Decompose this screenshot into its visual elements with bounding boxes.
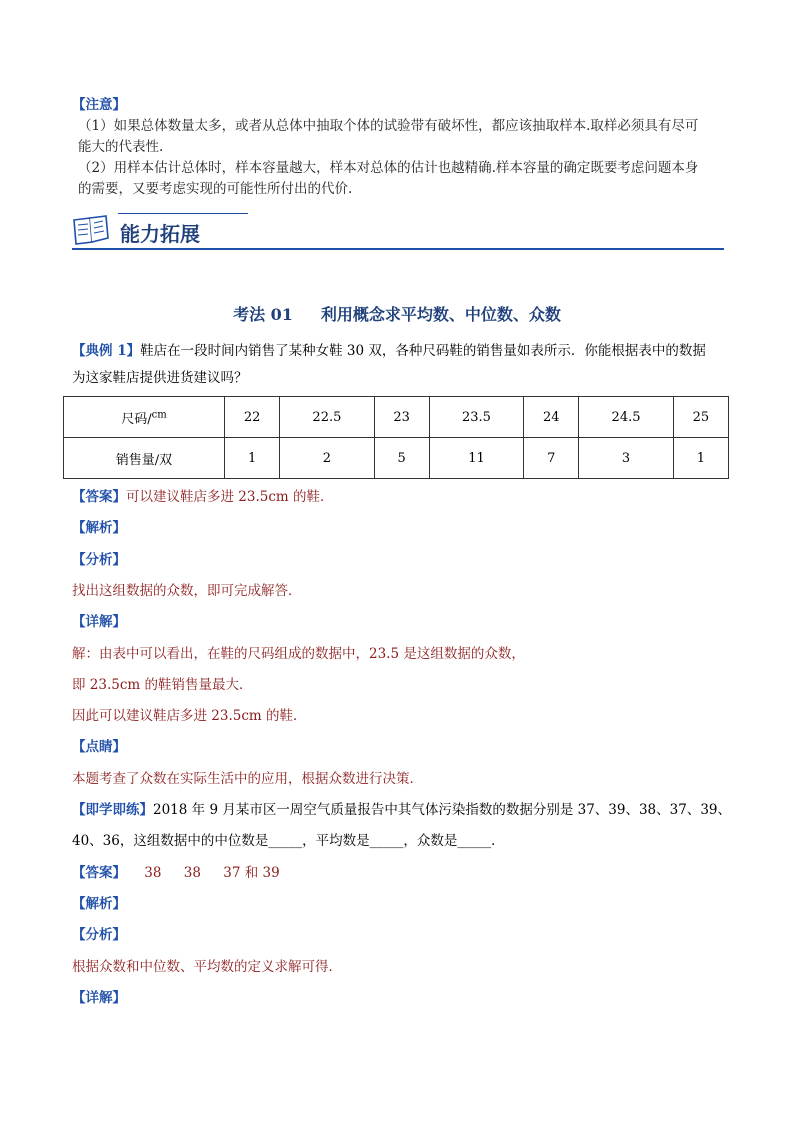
answer-value-median: 38	[144, 865, 162, 881]
note-line-4: 的需要，又要考虑实现的可能性所付出的代价.	[78, 181, 353, 197]
table-cell: 23.5	[429, 397, 523, 438]
example-text-1: 鞋店在一段时间内销售了某种女鞋 30 双，各种尺码鞋的销售量如表所示．你能根据表中的数据	[140, 343, 706, 359]
table-cell: 22	[225, 397, 280, 438]
detail-heading-1: 【详解】	[72, 614, 126, 630]
practice-text-1: 2018 年 9 月某市区一周空气质量报告中其气体污染指数的数据分别是 37、39、38、37、39、	[153, 802, 732, 818]
table-cell: 5	[374, 438, 429, 479]
size-label: 尺码/	[121, 411, 152, 427]
method-label: 考法 01	[233, 305, 293, 324]
detail-line-3: 因此可以建议鞋店多进 23.5cm 的鞋．	[72, 708, 307, 724]
table-cell: 3	[579, 438, 673, 479]
answer-value-mean: 38	[183, 865, 201, 881]
table-cell: 25	[673, 397, 728, 438]
example-text-2: 为这家鞋店提供进货建议吗？	[72, 370, 248, 386]
table-cell: 23	[374, 397, 429, 438]
table-header-size	[64, 397, 225, 438]
note-line-3: （2）用样本估计总体时，样本容量越大，样本对总体的估计也越精确.样本容量的确定既要考虑问题本身	[78, 160, 699, 176]
note-line-2: 能大的代表性.	[78, 139, 164, 155]
answer-bracket: 【答案】	[72, 489, 126, 505]
table-cell: 24.5	[579, 397, 673, 438]
table-row	[64, 397, 729, 438]
table-cell: 22.5	[280, 397, 374, 438]
example-bracket: 【典例 1】	[72, 343, 141, 359]
note-line-1: （1）如果总体数量太多，或者从总体中抽取个体的试验带有破坏性，都应该抽取样本.取样必须具有尽可	[78, 118, 699, 134]
table-cell: 24	[524, 397, 579, 438]
table-cell: 1	[673, 438, 728, 479]
fenxi-heading-1: 【分析】	[72, 552, 126, 568]
note-heading: 【注意】	[72, 97, 126, 113]
section-rule	[72, 248, 724, 250]
practice-bracket: 【即学即练】	[72, 802, 153, 818]
practice-text-2: 40、36，这组数据中的中位数是_____，平均数是_____，众数是_____．	[72, 833, 505, 849]
analysis-heading-1: 【解析】	[72, 520, 126, 536]
highlight-text-1: 本题考查了众数在实际生活中的应用，根据众数进行决策．	[72, 771, 423, 787]
fenxi-heading-2: 【分析】	[72, 927, 126, 943]
answer-1	[72, 487, 334, 507]
answer-2	[72, 863, 280, 883]
practice-line-1	[72, 800, 731, 820]
detail-line-2: 即 23.5cm 的鞋销售量最大．	[72, 677, 253, 693]
size-sales-table	[63, 396, 729, 479]
table-cell: 1	[225, 438, 280, 479]
table-header-sales: 销售量/双	[64, 438, 225, 479]
fenxi-text-1: 找出这组数据的众数，即可完成解答．	[72, 583, 302, 599]
method-title: 利用概念求平均数、中位数、众数	[320, 305, 561, 324]
section-title: 能力拓展	[120, 222, 200, 246]
detail-line-1: 解：由表中可以看出，在鞋的尺码组成的数据中，23.5 是这组数据的众数，	[72, 646, 525, 662]
size-unit: cm	[151, 409, 167, 421]
table-row	[64, 438, 729, 479]
book-icon	[72, 212, 112, 246]
table-cell: 11	[429, 438, 523, 479]
title-top-rule	[118, 213, 248, 214]
answer-value-mode: 37 和 39	[223, 865, 280, 881]
highlight-heading-1: 【点睛】	[72, 739, 126, 755]
detail-heading-2: 【详解】	[72, 990, 126, 1006]
method-heading	[0, 302, 794, 325]
answer-text: 可以建议鞋店多进 23.5cm 的鞋．	[126, 489, 334, 505]
table-cell: 2	[280, 438, 374, 479]
example-line-1	[72, 341, 706, 361]
table-cell: 7	[524, 438, 579, 479]
answer-bracket: 【答案】	[72, 865, 126, 881]
fenxi-text-2: 根据众数和中位数、平均数的定义求解可得．	[72, 959, 342, 975]
analysis-heading-2: 【解析】	[72, 896, 126, 912]
section-header	[72, 208, 724, 252]
